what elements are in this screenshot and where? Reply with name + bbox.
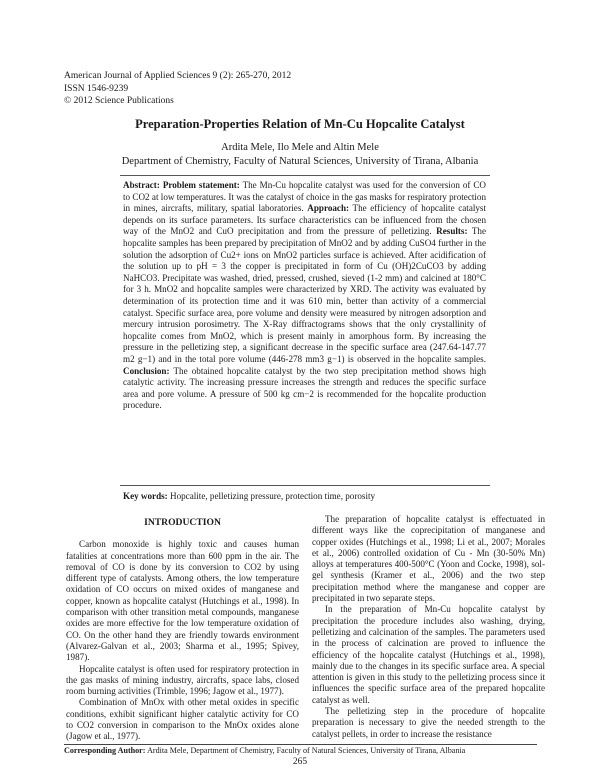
keywords-label: Key words:: [123, 491, 168, 501]
approach-label: Approach:: [307, 203, 350, 214]
problem-label: Problem statement:: [162, 180, 240, 190]
conclusion-label: Conclusion:: [123, 365, 170, 376]
keywords: [123, 491, 486, 501]
intro-paragraph: Carbon monoxide is highly toxic and causes human fatalities at concentrations more than 600 ppm in the air. The removal of CO is done by its conversion to CO2 by using different type of catalysts. Among others, the low temperature oxidation of CO occurs on mixed oxides of manganese and copper, known as hopcalite catalyst (Hutchings et al., 1998). In comparison with other transition metal compounds, manganese oxides are more effective for the low temperature oxidation of CO. On the other hand they are friendly towards environment (Alvarez-Galvan et al., 2003; Sharma et al., 1995; Spivey, 1987).: [66, 539, 299, 663]
corresponding-author: [64, 746, 465, 755]
authors: Ardita Mele, Ilo Mele and Altin Mele: [221, 142, 379, 153]
corr-label: Corresponding Author:: [64, 746, 146, 755]
intro-paragraph: Combination of MnOx with other metal oxides in specific conditions, exhibit significant higher catalytic activity for CO to CO2 conversion in comparison to the MnOx oxides alone (Jagow et al., 1977).: [66, 697, 299, 742]
footer-rule: [64, 744, 537, 745]
results-text: The hopcalite samples has been prepared by precipitation of MnO2 and by adding CuSO4 further in the solution the adsorption of Cu2+ ions on MnO2 particles surface is achieved. After acidification of the solution up to pH = 3 the copper is precipitated in form of Cu (OH)2CuCO3 by adding NaHCO3. Precipitate was washed, dried, pressed, crushed, sieved (1-2 mm) and calcined at 180°C for 3 h. MnO2 and hopcalite samples were characterized by XRD. The activity was evaluated by determination of its protection time and it was 610 min, better than activity of a commercial catalyst. Specific surface area, pore volume and density were measured by nitrogen adsorption and mercury intrusion porosimetry. The X-Ray diffractograms shows that the only crystallinity of hopcalite comes from MnO2, which is present mainly in amorphous form. By increasing the pressure in the pelletizing step, a significant decrease in the specific surface area (247.64-147.77 m2 g−1) and in the total pore volume (446-278 mm3 g−1) is observed in the hopcalite samples.: [123, 226, 487, 364]
intro-paragraph: The preparation of hopcalite catalyst is effectuated in different ways like the coprecipitation of manganese and copper oxides (Hutchings et al., 1998; Li et al., 2007; Morales et al., 2006) controlled oxidation of Cu - Mn (30-50% Mn) alloys at temperatures 400-500°C (Yoon and Cocke, 1998), sol-gel synthesis (Kramer et al., 2006) and the two step precipitation method where the manganese and copper are precipitated in two separate steps.: [312, 514, 545, 604]
paper-title: Preparation-Properties Relation of Mn-Cu Hopcalite Catalyst: [135, 117, 465, 131]
abstract-label: Abstract:: [123, 180, 160, 190]
abstract-bottom-rule: [120, 485, 490, 486]
affiliation: Department of Chemistry, Faculty of Natural Sciences, University of Tirana, Albania: [121, 156, 479, 167]
problem-text: The Mn-Cu hopcalite catalyst was used for the conversion of CO to CO2 at low temperatures. It was the catalyst of choice in the gas masks for respiratory protection in mines, aircrafts, military, spatial laboratories.: [123, 180, 486, 214]
issn: ISSN 1546-9239: [64, 83, 129, 94]
right-column: [312, 514, 545, 740]
journal-citation: American Journal of Applied Sciences 9 (2): 265-270, 2012: [64, 71, 292, 81]
results-label: Results:: [436, 226, 468, 237]
abstract: [123, 180, 486, 412]
corr-text: Ardita Mele, Department of Chemistry, Faculty of Natural Sciences, University of Tirana, Albania: [147, 746, 466, 755]
copyright: © 2012 Science Publications: [64, 96, 174, 106]
journal-header: [64, 70, 291, 108]
intro-paragraph: In the preparation of Mn-Cu hopcalite catalyst by precipitation the procedure includes also washing, drying, pelletizing and calcination of the samples. The parameters used in the process of calcination are proved to influence the efficiency of the hopcalite catalyst (Hutchings et al., 1998), mainly due to the changes in its specific surface area. A special attention is given in this study to the pelletizing process since it influences the specific surface area of the prepared hopcalite catalyst as well.: [312, 604, 545, 705]
conclusion-text: The obtained hopcalite catalyst by the two step precipitation method shows high catalytic activity. The increasing pressure increases the strength and reduces the specific surface area and pore volume. A pressure of 500 kg cm−2 is recommended for the hopcalite production procedure.: [123, 365, 487, 411]
page-number: 265: [292, 757, 308, 767]
abstract-top-rule: [120, 175, 490, 176]
approach-text: The efficiency of hopcalite catalyst depends on its surface parameters. Its surface characteristics can be influenced from the chosen way of the MnO2 and CuO precipitation and from the pressure of pelletizing.: [123, 203, 486, 237]
introduction-heading: INTRODUCTION: [144, 517, 221, 528]
left-column: [66, 513, 299, 743]
intro-paragraph: The pelletizing step in the procedure of hopcalite preparation is necessary to give the needed strength to the catalyst pellets, in order to increase the resistance: [312, 706, 545, 739]
keywords-text: Hopcalite, pelletizing pressure, protection time, porosity: [170, 491, 376, 501]
intro-paragraph: Hopcalite catalyst is often used for respiratory protection in the gas masks of mining industry, aircrafts, space labs, closed room burning activities (Trimble, 1996; Jagow et al., 1977).: [66, 663, 299, 697]
